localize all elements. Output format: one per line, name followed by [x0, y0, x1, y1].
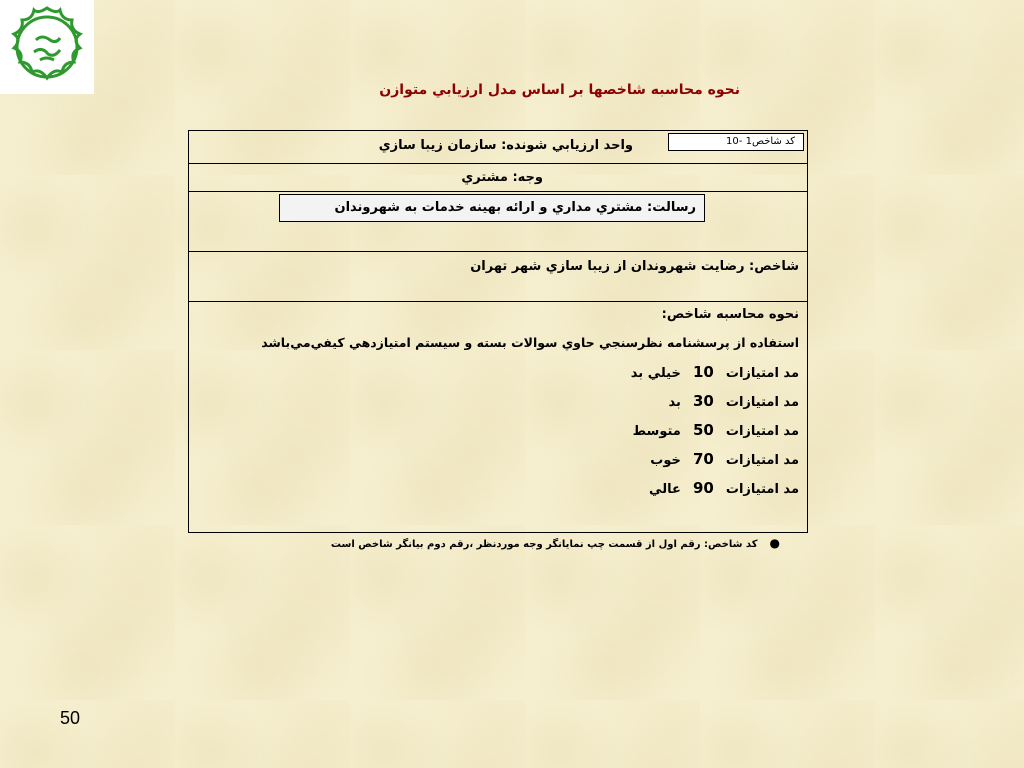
mission-box: رسالت: مشتري مداري و ارائه بهينه خدمات به شهروندان [279, 194, 705, 222]
municipality-logo-icon [0, 0, 94, 94]
score-row: مد امتيازات 30 بد [668, 392, 799, 410]
calculation-heading: نحوه محاسبه شاخص: [661, 307, 799, 322]
row-divider [189, 163, 807, 164]
row-divider [189, 251, 807, 252]
slide-title: نحوه محاسبه شاخصها بر اساس مدل ارزيابي متوازن [379, 82, 740, 98]
page-number: 50 [60, 708, 81, 728]
score-row: مد امتيازات 50 متوسط [632, 421, 799, 439]
footnote [240, 536, 780, 550]
aspect-label: وجه: مشتري [461, 170, 543, 185]
row-divider [189, 301, 807, 302]
bullet-icon: ● [769, 536, 780, 550]
evaluated-unit: واحد ارزيابي شونده: سازمان زيبا سازي [378, 138, 633, 153]
score-row: مد امتيازات 90 عالي [649, 479, 799, 497]
municipality-logo [0, 0, 94, 94]
score-row: مد امتيازات 10 خيلي بد [630, 363, 799, 381]
row-divider [189, 191, 807, 192]
indicator-label: شاخص: رضايت شهروندان از زيبا سازي شهر تهران [470, 259, 799, 274]
indicator-table [188, 130, 808, 533]
calculation-description: استفاده از پرسشنامه نظرسنجي حاوي سوالات بسته و سيستم امتيازدهي كيفي‌مي‌باشد [261, 335, 799, 350]
indicator-code-label: كد شاخص1 -10 [668, 133, 804, 151]
footnote-text: كد شاخص: رقم اول از قسمت چپ نمايانگر وجه موردنظر ،رقم دوم بيانگر شاخص است [330, 539, 758, 550]
score-row: مد امتيازات 70 خوب [650, 450, 799, 468]
